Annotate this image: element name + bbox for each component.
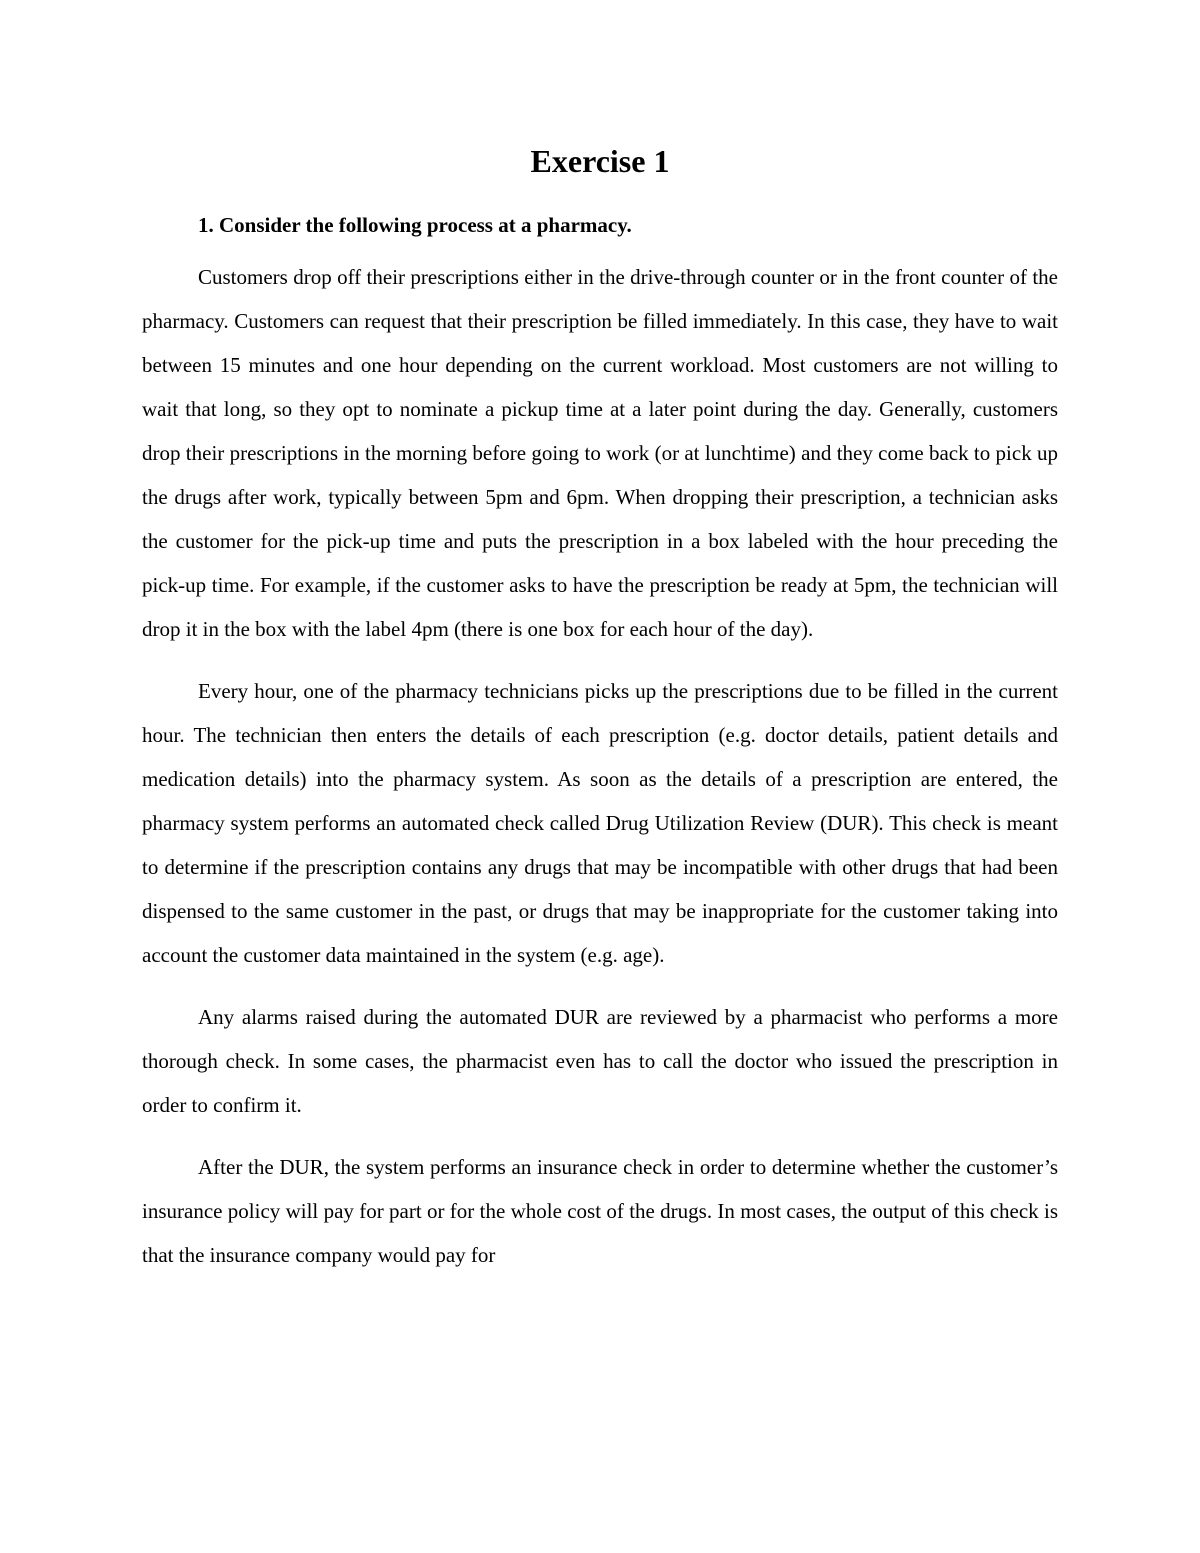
- paragraph-drop-off: Customers drop off their prescriptions either in the drive-through counter or in the front counter of the pharmacy. Customers can request that their prescription be filled immediately. In this case, they have to wait between 15 minutes and one hour depending on the current workload. Most customers are not willing to wait that long, so they opt to nominate a pickup time at a later point during the day. Generally, customers drop their prescriptions in the morning before going to work (or at lunchtime) and they come back to pick up the drugs after work, typically between 5pm and 6pm. When dropping their prescription, a technician asks the customer for the pick-up time and puts the prescription in a box labeled with the hour preceding the pick-up time. For example, if the customer asks to have the prescription be ready at 5pm, the technician will drop it in the box with the label 4pm (there is one box for each hour of the day).: [142, 265, 1058, 641]
- document-body: [142, 138, 1058, 1277]
- paragraph-dur-check: Every hour, one of the pharmacy technicians picks up the prescriptions due to be filled in the current hour. The technician then enters the details of each prescription (e.g. doctor details, patient details and medication details) into the pharmacy system. As soon as the details of a prescription are entered, the pharmacy system performs an automated check called Drug Utilization Review (DUR). This check is meant to determine if the prescription contains any drugs that may be incompatible with other drugs that had been dispensed to the same customer in the past, or drugs that may be inappropriate for the customer taking into account the customer data maintained in the system (e.g. age).: [142, 679, 1058, 967]
- question-heading: 1. Consider the following process at a pharmacy.: [198, 213, 632, 237]
- page-title: Exercise 1: [530, 143, 670, 179]
- paragraph-insurance: After the DUR, the system performs an insurance check in order to determine whether the customer’s insurance policy will pay for part or for the whole cost of the drugs. In most cases, the output of this check is that the insurance company would pay for: [142, 1155, 1058, 1267]
- paragraph-alarms: Any alarms raised during the automated DUR are reviewed by a pharmacist who performs a more thorough check. In some cases, the pharmacist even has to call the doctor who issued the prescription in order to confirm it.: [142, 1005, 1058, 1117]
